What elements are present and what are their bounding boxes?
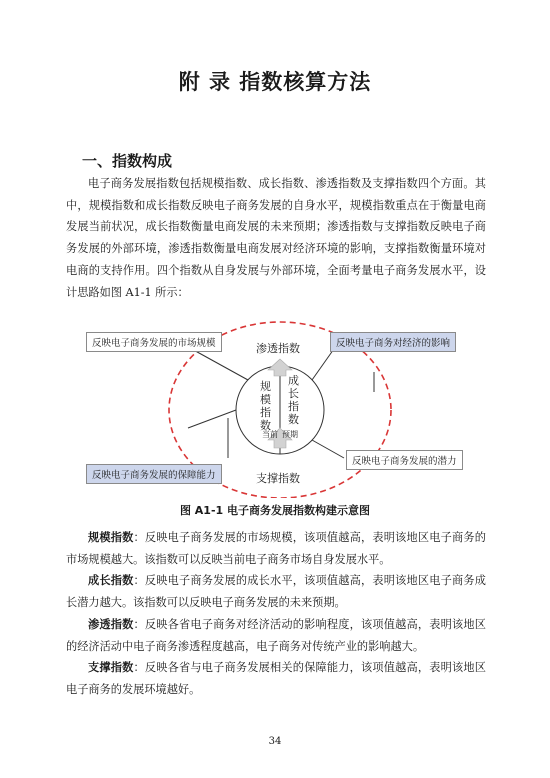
definition-support: 支撑指数：反映各省与电子商务发展相关的保障能力，该项值越高，表明该地区电子商务的发展环境越好。 bbox=[66, 661, 486, 696]
definition-penetration: 渗透指数：反映各省电子商务对经济活动的影响程度，该项值越高，表明该地区的经济活动中电子商务渗透程度越高，电子商务对传统产业的影响越大。 bbox=[66, 617, 486, 653]
definition-scale: 规模指数：反映电子商务发展的市场规模，该项值越高，表明该地区电子商务的市场规模越大。该指数可以反映当前电子商务市场自身发展水平。 bbox=[66, 531, 486, 566]
index-structure-diagram bbox=[80, 318, 480, 498]
box-support-capacity: 反映电子商务发展的保障能力 bbox=[86, 464, 222, 484]
figure-caption: 图 A1-1 电子商务发展指数构建示意图 bbox=[179, 504, 371, 517]
definition-growth: 成长指数：反映电子商务发展的成长水平，该项值越高，表明该地区电子商务成长潜力越大。该指数可以反映电子商务发展的未来预期。 bbox=[66, 574, 486, 610]
scale-index-label: 规模指数 bbox=[260, 380, 271, 432]
page-number: 34 bbox=[268, 736, 282, 747]
growth-index-label: 成长指数 bbox=[288, 374, 299, 426]
penetration-index-label: 渗透指数 bbox=[256, 342, 300, 355]
current-label: 当前 bbox=[262, 430, 278, 439]
line-right-down bbox=[312, 440, 344, 458]
support-index-label: 支撑指数 bbox=[256, 472, 300, 485]
expected-label: 预期 bbox=[282, 430, 298, 439]
definitions-list bbox=[66, 527, 486, 701]
section-heading: 一、指数构成 bbox=[82, 152, 173, 170]
page-title: 附 录 指数核算方法 bbox=[178, 70, 372, 94]
line-top-left bbox=[190, 348, 248, 380]
line-left bbox=[188, 410, 236, 428]
intro-paragraph: 电子商务发展指数包括规模指数、成长指数、渗透指数及支撑指数四个方面。其中，规模指数和成长指数反映电子商务发展的自身水平，规模指数重点在于衡量电商发展当前状况，成长指数衡量电商发展的未来预期；渗透指数与支撑指数反映电子商务发展的外部环境，渗透指数衡量电商发展对经济环境的影响，支撑指数衡量环境对电商的支持作用。四个指数从自身发展与外部环境，全面考量电子商务发展水平，设计思路如图 A1-1 所示： bbox=[66, 177, 486, 299]
box-growth-potential: 反映电子商务发展的潜力 bbox=[346, 450, 463, 470]
box-economic-impact: 反映电子商务对经济的影响 bbox=[330, 332, 456, 352]
box-market-scale: 反映电子商务发展的市场规模 bbox=[86, 332, 222, 352]
